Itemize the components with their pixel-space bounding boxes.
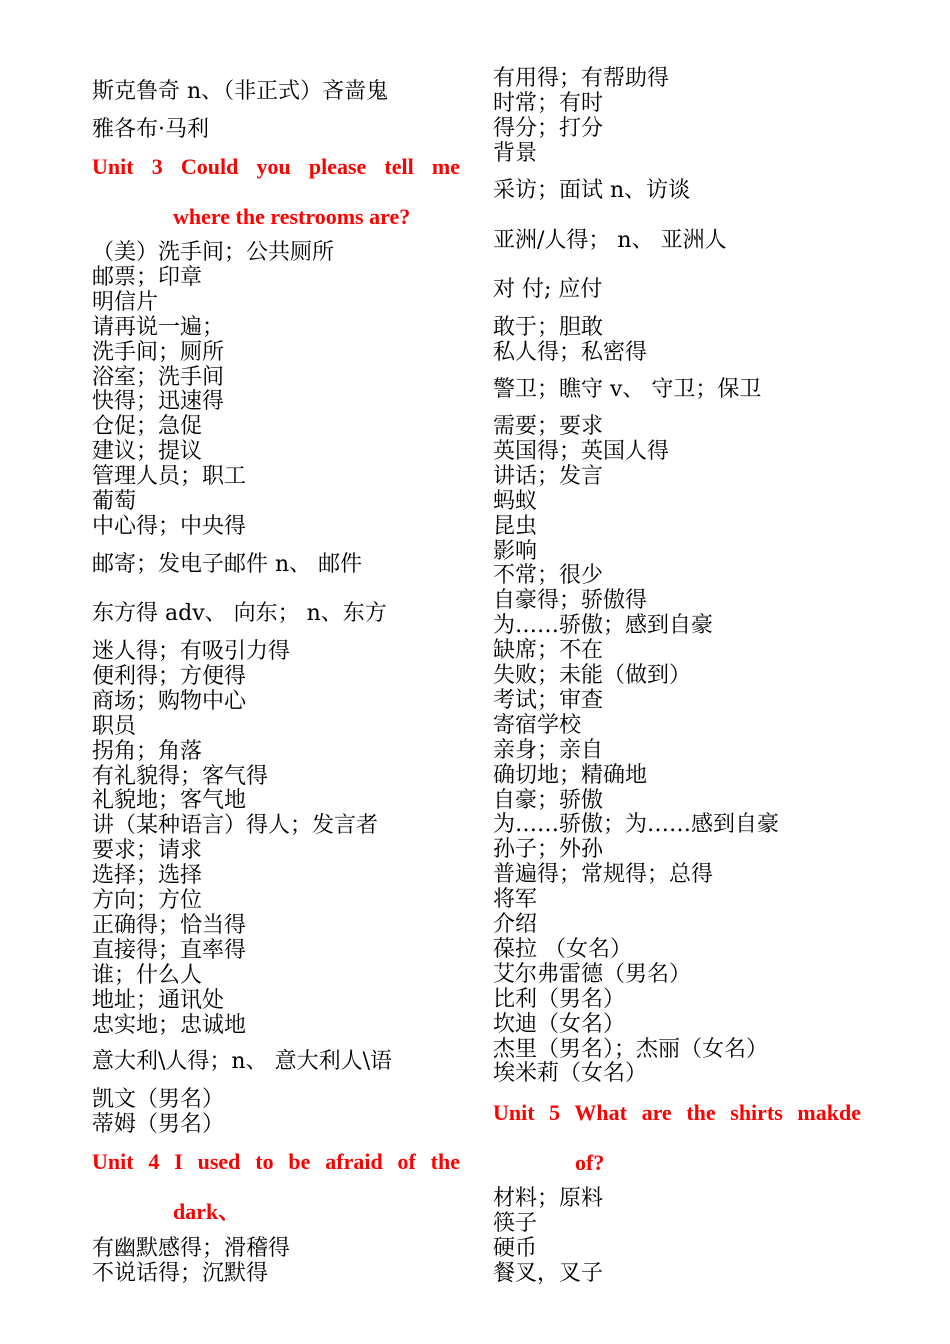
vocab-line: 要求；请求 (92, 838, 203, 864)
vocab-line: 对 付; 应付 (493, 277, 603, 302)
vocab-line: 明信片 (92, 289, 159, 315)
vocab-line: 谁；什么人 (92, 962, 203, 988)
vocab-line: 得分；打分 (493, 115, 604, 141)
unit-3-heading: Unit 3 Could you please tell me (92, 154, 460, 179)
vocab-line: 斯克鲁奇 n、（非正式）吝啬鬼 (92, 79, 389, 104)
vocab-line: 背景 (493, 140, 538, 166)
vocab-line: 失败；未能（做到） (493, 663, 692, 688)
unit-4-heading-cont: dark、 (173, 1199, 241, 1224)
vocab-line: 洗手间；厕所 (92, 339, 225, 365)
vocab-line: 为……骄傲；为……感到自豪 (493, 812, 780, 838)
vocab-line: 讲（某种语言）得人；发言者 (92, 813, 379, 839)
vocab-line: 葡萄 (92, 489, 137, 514)
vocab-line: 英国得；英国人得 (493, 438, 670, 464)
vocab-line: 杰里（男名）；杰丽（女名） (493, 1036, 769, 1062)
vocab-line: 快得；迅速得 (92, 389, 225, 415)
vocab-line: 缺席；不在 (493, 638, 604, 664)
unit-5-heading-cont: of? (575, 1150, 605, 1175)
vocab-line: 普遍得；常规得；总得 (493, 862, 714, 888)
vocab-line: 意大利\人得；n、 意大利人\语 (92, 1049, 392, 1074)
vocab-line: 筷子 (493, 1211, 538, 1236)
vocab-line: 葆拉 （女名） (493, 936, 632, 962)
vocab-line: 私人得；私密得 (493, 340, 648, 365)
vocab-line: 仓促；急促 (92, 414, 203, 440)
vocab-line: 孙子；外孙 (493, 837, 604, 863)
vocab-line: 职员 (92, 713, 137, 739)
vocab-line: 便利得；方便得 (92, 663, 247, 689)
unit-4-heading: Unit 4 I used to be afraid of the (92, 1149, 460, 1174)
vocab-line: 有礼貌得；客气得 (92, 763, 269, 789)
vocab-line: 硬币 (493, 1236, 538, 1261)
vocab-line: 礼貌地；客气地 (92, 788, 247, 814)
vocab-line: 直接得；直率得 (92, 937, 247, 963)
vocab-line: 敢于；胆敢 (493, 315, 604, 340)
vocab-line: 介绍 (493, 912, 538, 937)
vocab-line: 考试；审查 (493, 687, 604, 713)
vocab-line: 比利（男名） (493, 986, 626, 1012)
vocab-line: 请再说一遍； (92, 314, 225, 340)
vocab-line: 不说话得；沉默得 (92, 1261, 269, 1286)
vocab-line: 影响 (493, 538, 538, 564)
vocab-line: 埃米莉（女名） (493, 1061, 648, 1087)
vocab-line: 邮票；印章 (92, 264, 203, 290)
vocab-line: 拐角；角落 (92, 738, 203, 764)
vocab-line: 自豪得；骄傲得 (493, 588, 648, 614)
vocab-line: 方向；方位 (92, 888, 203, 913)
vocab-line: 浴室；洗手间 (92, 364, 225, 390)
vocab-line: 亲身；亲自 (493, 737, 604, 763)
vocab-line: 昆虫 (493, 513, 538, 539)
vocab-line: 将军 (493, 887, 538, 913)
vocab-line: 采访；面试 n、访谈 (493, 178, 691, 203)
vocab-line: 选择；选择 (92, 863, 203, 889)
vocab-line: 材料；原料 (493, 1186, 604, 1211)
vocab-line: 有用得；有帮助得 (493, 66, 670, 91)
unit-5-heading: Unit 5 What are the shirts makde (493, 1100, 861, 1125)
vocab-line: 警卫；瞧守 v、 守卫；保卫 (493, 377, 762, 402)
vocab-line: （美）洗手间；公共厕所 (92, 240, 335, 265)
vocab-line: 雅各布·马利 (92, 117, 209, 142)
vocab-line: 邮寄；发电子邮件 n、 邮件 (92, 552, 363, 577)
vocab-line: 蒂姆（男名） (92, 1112, 225, 1137)
vocab-line: 亚洲/人得； n、 亚洲人 (493, 228, 727, 253)
vocab-line: 自豪；骄傲 (493, 787, 604, 813)
vocab-line: 艾尔弗雷德（男名） (493, 961, 692, 987)
vocab-line: 正确得；恰当得 (92, 912, 247, 938)
vocab-line: 确切地；精确地 (493, 762, 648, 788)
vocab-line: 时常；有时 (493, 90, 604, 116)
vocab-line: 地址；通讯处 (92, 987, 225, 1013)
vocab-line: 管理人员；职工 (92, 464, 247, 490)
vocab-line: 寄宿学校 (493, 712, 582, 738)
vocab-line: 商场；购物中心 (92, 688, 247, 714)
vocab-line: 凯文（男名） (92, 1087, 225, 1112)
vocab-line: 蚂蚁 (493, 488, 538, 514)
vocab-line: 迷人得；有吸引力得 (92, 639, 291, 664)
vocab-line: 有幽默感得；滑稽得 (92, 1236, 291, 1261)
vocab-line: 餐叉，叉子 (493, 1261, 604, 1286)
vocab-line: 坎迪（女名） (493, 1011, 626, 1037)
vocab-line: 讲话；发言 (493, 463, 604, 489)
vocab-line: 中心得；中央得 (92, 513, 247, 539)
unit-3-heading-cont: where the restrooms are? (173, 204, 411, 229)
vocab-line: 不常；很少 (493, 563, 604, 589)
vocab-line: 为……骄傲；感到自豪 (493, 613, 714, 639)
vocab-line: 忠实地；忠诚地 (92, 1012, 247, 1038)
vocab-line: 需要；要求 (493, 414, 604, 439)
vocab-line: 东方得 adv、 向东； n、东方 (92, 601, 387, 626)
vocab-line: 建议；提议 (92, 439, 203, 465)
